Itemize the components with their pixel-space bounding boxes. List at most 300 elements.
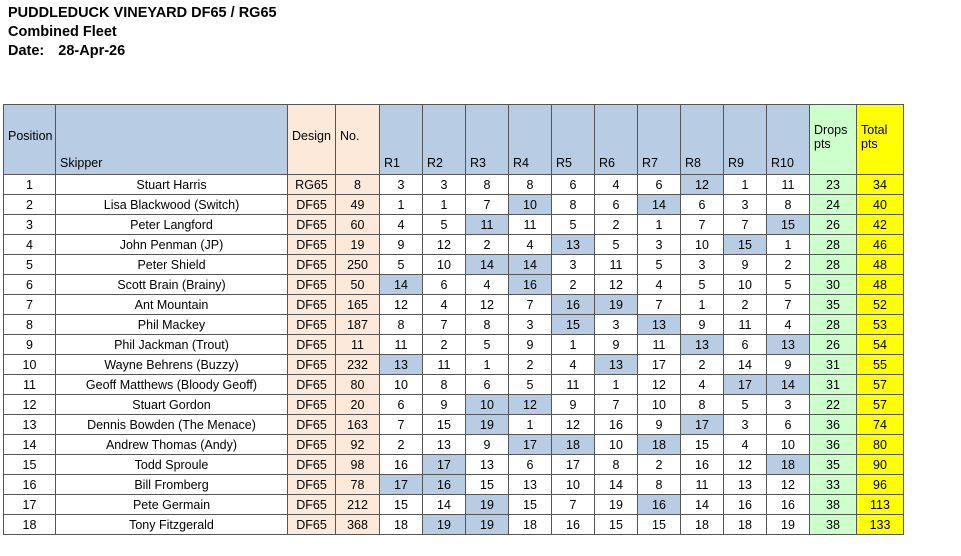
cell-race-score: 2 xyxy=(509,355,552,375)
cell-position: 11 xyxy=(4,375,56,395)
cell-race-score: 1 xyxy=(681,295,724,315)
cell-race-score: 8 xyxy=(380,315,423,335)
cell-drops-points: 38 xyxy=(810,515,857,535)
cell-race-score: 5 xyxy=(595,235,638,255)
cell-race-score: 12 xyxy=(595,275,638,295)
cell-design: DF65 xyxy=(288,295,336,315)
cell-race-score: 18 xyxy=(380,515,423,535)
cell-race-score: 15 xyxy=(552,315,595,335)
col-header-skipper: Skipper xyxy=(56,105,288,175)
cell-race-score: 13 xyxy=(509,475,552,495)
col-header-drops xyxy=(810,105,857,175)
cell-skipper: Stuart Harris xyxy=(56,175,288,195)
cell-race-score: 13 xyxy=(466,455,509,475)
cell-sail-number: 98 xyxy=(336,455,380,475)
cell-total-points: 52 xyxy=(857,295,904,315)
cell-race-score: 13 xyxy=(423,435,466,455)
cell-race-score: 12 xyxy=(552,415,595,435)
cell-sail-number: 163 xyxy=(336,415,380,435)
table-row xyxy=(4,215,904,235)
cell-race-score: 11 xyxy=(595,255,638,275)
cell-design: DF65 xyxy=(288,455,336,475)
cell-drops-points: 23 xyxy=(810,175,857,195)
cell-race-score: 6 xyxy=(552,175,595,195)
cell-skipper: Andrew Thomas (Andy) xyxy=(56,435,288,455)
cell-race-score: 10 xyxy=(552,475,595,495)
cell-total-points: 74 xyxy=(857,415,904,435)
cell-race-score: 15 xyxy=(638,515,681,535)
cell-sail-number: 187 xyxy=(336,315,380,335)
cell-race-score: 10 xyxy=(724,275,767,295)
table-row xyxy=(4,195,904,215)
cell-race-score: 16 xyxy=(509,275,552,295)
table-row xyxy=(4,415,904,435)
cell-race-score: 19 xyxy=(466,495,509,515)
cell-design: RG65 xyxy=(288,175,336,195)
cell-race-score: 3 xyxy=(638,235,681,255)
cell-race-score: 1 xyxy=(466,355,509,375)
cell-race-score: 4 xyxy=(509,235,552,255)
table-header-row xyxy=(4,105,904,175)
cell-drops-points: 35 xyxy=(810,295,857,315)
table-row xyxy=(4,435,904,455)
cell-race-score: 16 xyxy=(767,495,810,515)
cell-design: DF65 xyxy=(288,215,336,235)
cell-total-points: 53 xyxy=(857,315,904,335)
cell-position: 12 xyxy=(4,395,56,415)
cell-sail-number: 212 xyxy=(336,495,380,515)
cell-skipper: Bill Fromberg xyxy=(56,475,288,495)
cell-total-points: 113 xyxy=(857,495,904,515)
cell-position: 14 xyxy=(4,435,56,455)
cell-race-score: 7 xyxy=(423,315,466,335)
cell-race-score: 11 xyxy=(767,175,810,195)
cell-race-score: 17 xyxy=(724,375,767,395)
cell-skipper: John Penman (JP) xyxy=(56,235,288,255)
cell-sail-number: 11 xyxy=(336,335,380,355)
cell-race-score: 6 xyxy=(724,335,767,355)
cell-race-score: 17 xyxy=(380,475,423,495)
cell-race-score: 2 xyxy=(466,235,509,255)
cell-race-score: 14 xyxy=(466,255,509,275)
cell-race-score: 11 xyxy=(681,475,724,495)
cell-drops-points: 28 xyxy=(810,315,857,335)
cell-race-score: 7 xyxy=(724,215,767,235)
cell-race-score: 18 xyxy=(724,515,767,535)
cell-total-points: 48 xyxy=(857,255,904,275)
cell-total-points: 55 xyxy=(857,355,904,375)
cell-race-score: 15 xyxy=(681,435,724,455)
col-header-position: Position xyxy=(4,105,56,175)
cell-race-score: 5 xyxy=(767,275,810,295)
cell-total-points: 42 xyxy=(857,215,904,235)
cell-position: 8 xyxy=(4,315,56,335)
cell-race-score: 7 xyxy=(767,295,810,315)
cell-design: DF65 xyxy=(288,335,336,355)
cell-position: 7 xyxy=(4,295,56,315)
cell-design: DF65 xyxy=(288,315,336,335)
cell-sail-number: 92 xyxy=(336,435,380,455)
cell-skipper: Phil Jackman (Trout) xyxy=(56,335,288,355)
cell-race-score: 7 xyxy=(638,295,681,315)
cell-position: 5 xyxy=(4,255,56,275)
cell-race-score: 1 xyxy=(595,375,638,395)
cell-race-score: 11 xyxy=(638,335,681,355)
cell-race-score: 14 xyxy=(767,375,810,395)
col-header-r3: R3 xyxy=(466,105,509,175)
cell-race-score: 9 xyxy=(724,255,767,275)
cell-race-score: 8 xyxy=(552,195,595,215)
results-table-wrap xyxy=(3,104,904,535)
cell-race-score: 12 xyxy=(423,235,466,255)
cell-race-score: 9 xyxy=(380,235,423,255)
cell-design: DF65 xyxy=(288,495,336,515)
cell-race-score: 6 xyxy=(767,415,810,435)
cell-race-score: 4 xyxy=(681,375,724,395)
cell-race-score: 15 xyxy=(724,235,767,255)
cell-design: DF65 xyxy=(288,415,336,435)
cell-race-score: 9 xyxy=(466,435,509,455)
cell-race-score: 1 xyxy=(423,195,466,215)
cell-race-score: 1 xyxy=(380,195,423,215)
cell-total-points: 40 xyxy=(857,195,904,215)
cell-race-score: 12 xyxy=(380,295,423,315)
cell-sail-number: 165 xyxy=(336,295,380,315)
cell-drops-points: 31 xyxy=(810,375,857,395)
cell-race-score: 11 xyxy=(466,215,509,235)
cell-skipper: Lisa Blackwood (Switch) xyxy=(56,195,288,215)
cell-race-score: 17 xyxy=(509,435,552,455)
cell-race-score: 12 xyxy=(638,375,681,395)
cell-position: 15 xyxy=(4,455,56,475)
cell-race-score: 5 xyxy=(380,255,423,275)
cell-race-score: 10 xyxy=(595,435,638,455)
cell-design: DF65 xyxy=(288,195,336,215)
cell-race-score: 1 xyxy=(724,175,767,195)
col-header-total-line2: pts xyxy=(861,137,878,151)
cell-sail-number: 50 xyxy=(336,275,380,295)
col-header-r8: R8 xyxy=(681,105,724,175)
cell-race-score: 2 xyxy=(724,295,767,315)
cell-race-score: 3 xyxy=(552,255,595,275)
cell-race-score: 14 xyxy=(681,495,724,515)
cell-skipper: Peter Shield xyxy=(56,255,288,275)
cell-race-score: 15 xyxy=(767,215,810,235)
cell-race-score: 8 xyxy=(767,195,810,215)
cell-drops-points: 35 xyxy=(810,455,857,475)
cell-race-score: 5 xyxy=(681,275,724,295)
cell-drops-points: 31 xyxy=(810,355,857,375)
col-header-r9: R9 xyxy=(724,105,767,175)
cell-race-score: 3 xyxy=(724,415,767,435)
table-row xyxy=(4,395,904,415)
cell-race-score: 4 xyxy=(466,275,509,295)
cell-race-score: 11 xyxy=(509,215,552,235)
table-row xyxy=(4,315,904,335)
cell-design: DF65 xyxy=(288,375,336,395)
table-row xyxy=(4,515,904,535)
col-header-r7: R7 xyxy=(638,105,681,175)
cell-race-score: 17 xyxy=(423,455,466,475)
col-header-total-line1: Total xyxy=(861,123,888,137)
table-row xyxy=(4,275,904,295)
cell-race-score: 4 xyxy=(638,275,681,295)
cell-sail-number: 49 xyxy=(336,195,380,215)
cell-sail-number: 19 xyxy=(336,235,380,255)
cell-sail-number: 20 xyxy=(336,395,380,415)
results-body xyxy=(4,175,904,535)
cell-skipper: Stuart Gordon xyxy=(56,395,288,415)
cell-race-score: 1 xyxy=(638,215,681,235)
cell-race-score: 15 xyxy=(466,475,509,495)
cell-race-score: 2 xyxy=(380,435,423,455)
cell-race-score: 13 xyxy=(681,335,724,355)
cell-skipper: Scott Brain (Brainy) xyxy=(56,275,288,295)
cell-race-score: 2 xyxy=(595,215,638,235)
cell-total-points: 90 xyxy=(857,455,904,475)
cell-sail-number: 232 xyxy=(336,355,380,375)
cell-race-score: 12 xyxy=(724,455,767,475)
cell-race-score: 17 xyxy=(681,415,724,435)
cell-race-score: 14 xyxy=(638,195,681,215)
cell-race-score: 10 xyxy=(681,235,724,255)
cell-race-score: 4 xyxy=(423,295,466,315)
cell-sail-number: 60 xyxy=(336,215,380,235)
cell-skipper: Wayne Behrens (Buzzy) xyxy=(56,355,288,375)
fleet-subtitle: Combined Fleet xyxy=(8,24,117,40)
cell-race-score: 5 xyxy=(466,335,509,355)
cell-skipper: Geoff Matthews (Bloody Geoff) xyxy=(56,375,288,395)
cell-race-score: 7 xyxy=(509,295,552,315)
cell-design: DF65 xyxy=(288,435,336,455)
cell-race-score: 16 xyxy=(638,495,681,515)
cell-race-score: 7 xyxy=(552,495,595,515)
cell-race-score: 11 xyxy=(380,335,423,355)
document-header xyxy=(0,0,961,61)
cell-race-score: 14 xyxy=(509,255,552,275)
table-row xyxy=(4,295,904,315)
cell-race-score: 19 xyxy=(595,495,638,515)
cell-race-score: 1 xyxy=(509,415,552,435)
cell-race-score: 6 xyxy=(509,455,552,475)
cell-race-score: 4 xyxy=(595,175,638,195)
cell-race-score: 11 xyxy=(423,355,466,375)
cell-drops-points: 30 xyxy=(810,275,857,295)
cell-race-score: 2 xyxy=(552,275,595,295)
cell-drops-points: 38 xyxy=(810,495,857,515)
cell-race-score: 5 xyxy=(509,375,552,395)
cell-race-score: 18 xyxy=(509,515,552,535)
cell-race-score: 3 xyxy=(423,175,466,195)
cell-skipper: Pete Germain xyxy=(56,495,288,515)
cell-position: 3 xyxy=(4,215,56,235)
col-header-r5: R5 xyxy=(552,105,595,175)
cell-race-score: 8 xyxy=(638,475,681,495)
cell-race-score: 9 xyxy=(767,355,810,375)
cell-race-score: 11 xyxy=(724,315,767,335)
cell-skipper: Phil Mackey xyxy=(56,315,288,335)
col-header-total xyxy=(857,105,904,175)
table-row xyxy=(4,235,904,255)
table-row xyxy=(4,355,904,375)
cell-race-score: 17 xyxy=(638,355,681,375)
cell-position: 2 xyxy=(4,195,56,215)
cell-design: DF65 xyxy=(288,475,336,495)
cell-race-score: 3 xyxy=(509,315,552,335)
cell-race-score: 7 xyxy=(380,415,423,435)
cell-race-score: 11 xyxy=(552,375,595,395)
date-row xyxy=(8,42,961,61)
cell-race-score: 15 xyxy=(380,495,423,515)
cell-race-score: 2 xyxy=(638,455,681,475)
cell-drops-points: 22 xyxy=(810,395,857,415)
table-row xyxy=(4,335,904,355)
cell-race-score: 13 xyxy=(767,335,810,355)
cell-race-score: 9 xyxy=(423,395,466,415)
cell-race-score: 8 xyxy=(466,175,509,195)
cell-race-score: 8 xyxy=(595,455,638,475)
cell-race-score: 1 xyxy=(767,235,810,255)
cell-race-score: 14 xyxy=(724,355,767,375)
col-header-r2: R2 xyxy=(423,105,466,175)
cell-race-score: 18 xyxy=(638,435,681,455)
cell-race-score: 9 xyxy=(509,335,552,355)
cell-race-score: 10 xyxy=(767,435,810,455)
cell-sail-number: 78 xyxy=(336,475,380,495)
cell-design: DF65 xyxy=(288,275,336,295)
cell-skipper: Tony Fitzgerald xyxy=(56,515,288,535)
cell-race-score: 6 xyxy=(595,195,638,215)
cell-race-score: 13 xyxy=(724,475,767,495)
cell-race-score: 8 xyxy=(466,315,509,335)
cell-race-score: 6 xyxy=(423,275,466,295)
cell-race-score: 4 xyxy=(380,215,423,235)
cell-skipper: Ant Mountain xyxy=(56,295,288,315)
cell-race-score: 15 xyxy=(423,415,466,435)
col-header-r6: R6 xyxy=(595,105,638,175)
cell-race-score: 8 xyxy=(681,395,724,415)
cell-sail-number: 8 xyxy=(336,175,380,195)
cell-total-points: 96 xyxy=(857,475,904,495)
cell-race-score: 14 xyxy=(423,495,466,515)
cell-race-score: 9 xyxy=(595,335,638,355)
cell-position: 1 xyxy=(4,175,56,195)
cell-sail-number: 368 xyxy=(336,515,380,535)
cell-race-score: 16 xyxy=(423,475,466,495)
col-header-no: No. xyxy=(336,105,380,175)
cell-race-score: 10 xyxy=(509,195,552,215)
cell-race-score: 17 xyxy=(552,455,595,475)
cell-race-score: 5 xyxy=(552,215,595,235)
cell-total-points: 54 xyxy=(857,335,904,355)
cell-race-score: 7 xyxy=(595,395,638,415)
cell-position: 13 xyxy=(4,415,56,435)
date-label: Date: xyxy=(8,43,45,59)
cell-race-score: 7 xyxy=(681,215,724,235)
cell-race-score: 19 xyxy=(466,515,509,535)
cell-skipper: Peter Langford xyxy=(56,215,288,235)
cell-race-score: 13 xyxy=(638,315,681,335)
cell-race-score: 14 xyxy=(595,475,638,495)
cell-race-score: 18 xyxy=(552,435,595,455)
cell-race-score: 2 xyxy=(767,255,810,275)
table-row xyxy=(4,255,904,275)
event-title: PUDDLEDUCK VINEYARD DF65 / RG65 xyxy=(8,5,277,21)
cell-race-score: 16 xyxy=(595,415,638,435)
cell-race-score: 3 xyxy=(767,395,810,415)
cell-total-points: 133 xyxy=(857,515,904,535)
cell-race-score: 4 xyxy=(767,315,810,335)
cell-race-score: 16 xyxy=(380,455,423,475)
results-table xyxy=(3,104,904,535)
cell-design: DF65 xyxy=(288,255,336,275)
cell-drops-points: 28 xyxy=(810,235,857,255)
cell-race-score: 7 xyxy=(466,195,509,215)
col-header-r1: R1 xyxy=(380,105,423,175)
cell-position: 17 xyxy=(4,495,56,515)
table-row xyxy=(4,495,904,515)
cell-drops-points: 36 xyxy=(810,415,857,435)
cell-race-score: 19 xyxy=(423,515,466,535)
cell-race-score: 16 xyxy=(724,495,767,515)
date-value: 28-Apr-26 xyxy=(58,43,126,59)
cell-race-score: 1 xyxy=(552,335,595,355)
cell-skipper: Todd Sproule xyxy=(56,455,288,475)
cell-race-score: 19 xyxy=(595,295,638,315)
cell-race-score: 12 xyxy=(681,175,724,195)
cell-race-score: 10 xyxy=(466,395,509,415)
cell-race-score: 15 xyxy=(509,495,552,515)
cell-design: DF65 xyxy=(288,235,336,255)
cell-position: 18 xyxy=(4,515,56,535)
cell-position: 6 xyxy=(4,275,56,295)
cell-race-score: 15 xyxy=(595,515,638,535)
cell-race-score: 4 xyxy=(724,435,767,455)
cell-race-score: 2 xyxy=(423,335,466,355)
cell-position: 9 xyxy=(4,335,56,355)
cell-race-score: 13 xyxy=(552,235,595,255)
col-header-r10: R10 xyxy=(767,105,810,175)
cell-drops-points: 36 xyxy=(810,435,857,455)
cell-race-score: 18 xyxy=(681,515,724,535)
cell-position: 16 xyxy=(4,475,56,495)
table-row xyxy=(4,375,904,395)
cell-race-score: 3 xyxy=(681,255,724,275)
cell-race-score: 3 xyxy=(380,175,423,195)
col-header-drops-line1: Drops xyxy=(814,123,848,137)
col-header-drops-line2: pts xyxy=(814,137,831,151)
col-header-design: Design xyxy=(288,105,336,175)
cell-total-points: 34 xyxy=(857,175,904,195)
cell-race-score: 5 xyxy=(724,395,767,415)
cell-design: DF65 xyxy=(288,395,336,415)
cell-race-score: 6 xyxy=(681,195,724,215)
cell-race-score: 9 xyxy=(638,415,681,435)
cell-race-score: 6 xyxy=(638,175,681,195)
cell-drops-points: 24 xyxy=(810,195,857,215)
cell-race-score: 6 xyxy=(380,395,423,415)
cell-race-score: 12 xyxy=(509,395,552,415)
cell-drops-points: 26 xyxy=(810,215,857,235)
cell-total-points: 57 xyxy=(857,375,904,395)
cell-race-score: 9 xyxy=(681,315,724,335)
cell-race-score: 10 xyxy=(638,395,681,415)
cell-race-score: 13 xyxy=(595,355,638,375)
cell-race-score: 10 xyxy=(423,255,466,275)
cell-total-points: 46 xyxy=(857,235,904,255)
cell-total-points: 48 xyxy=(857,275,904,295)
cell-race-score: 2 xyxy=(681,355,724,375)
